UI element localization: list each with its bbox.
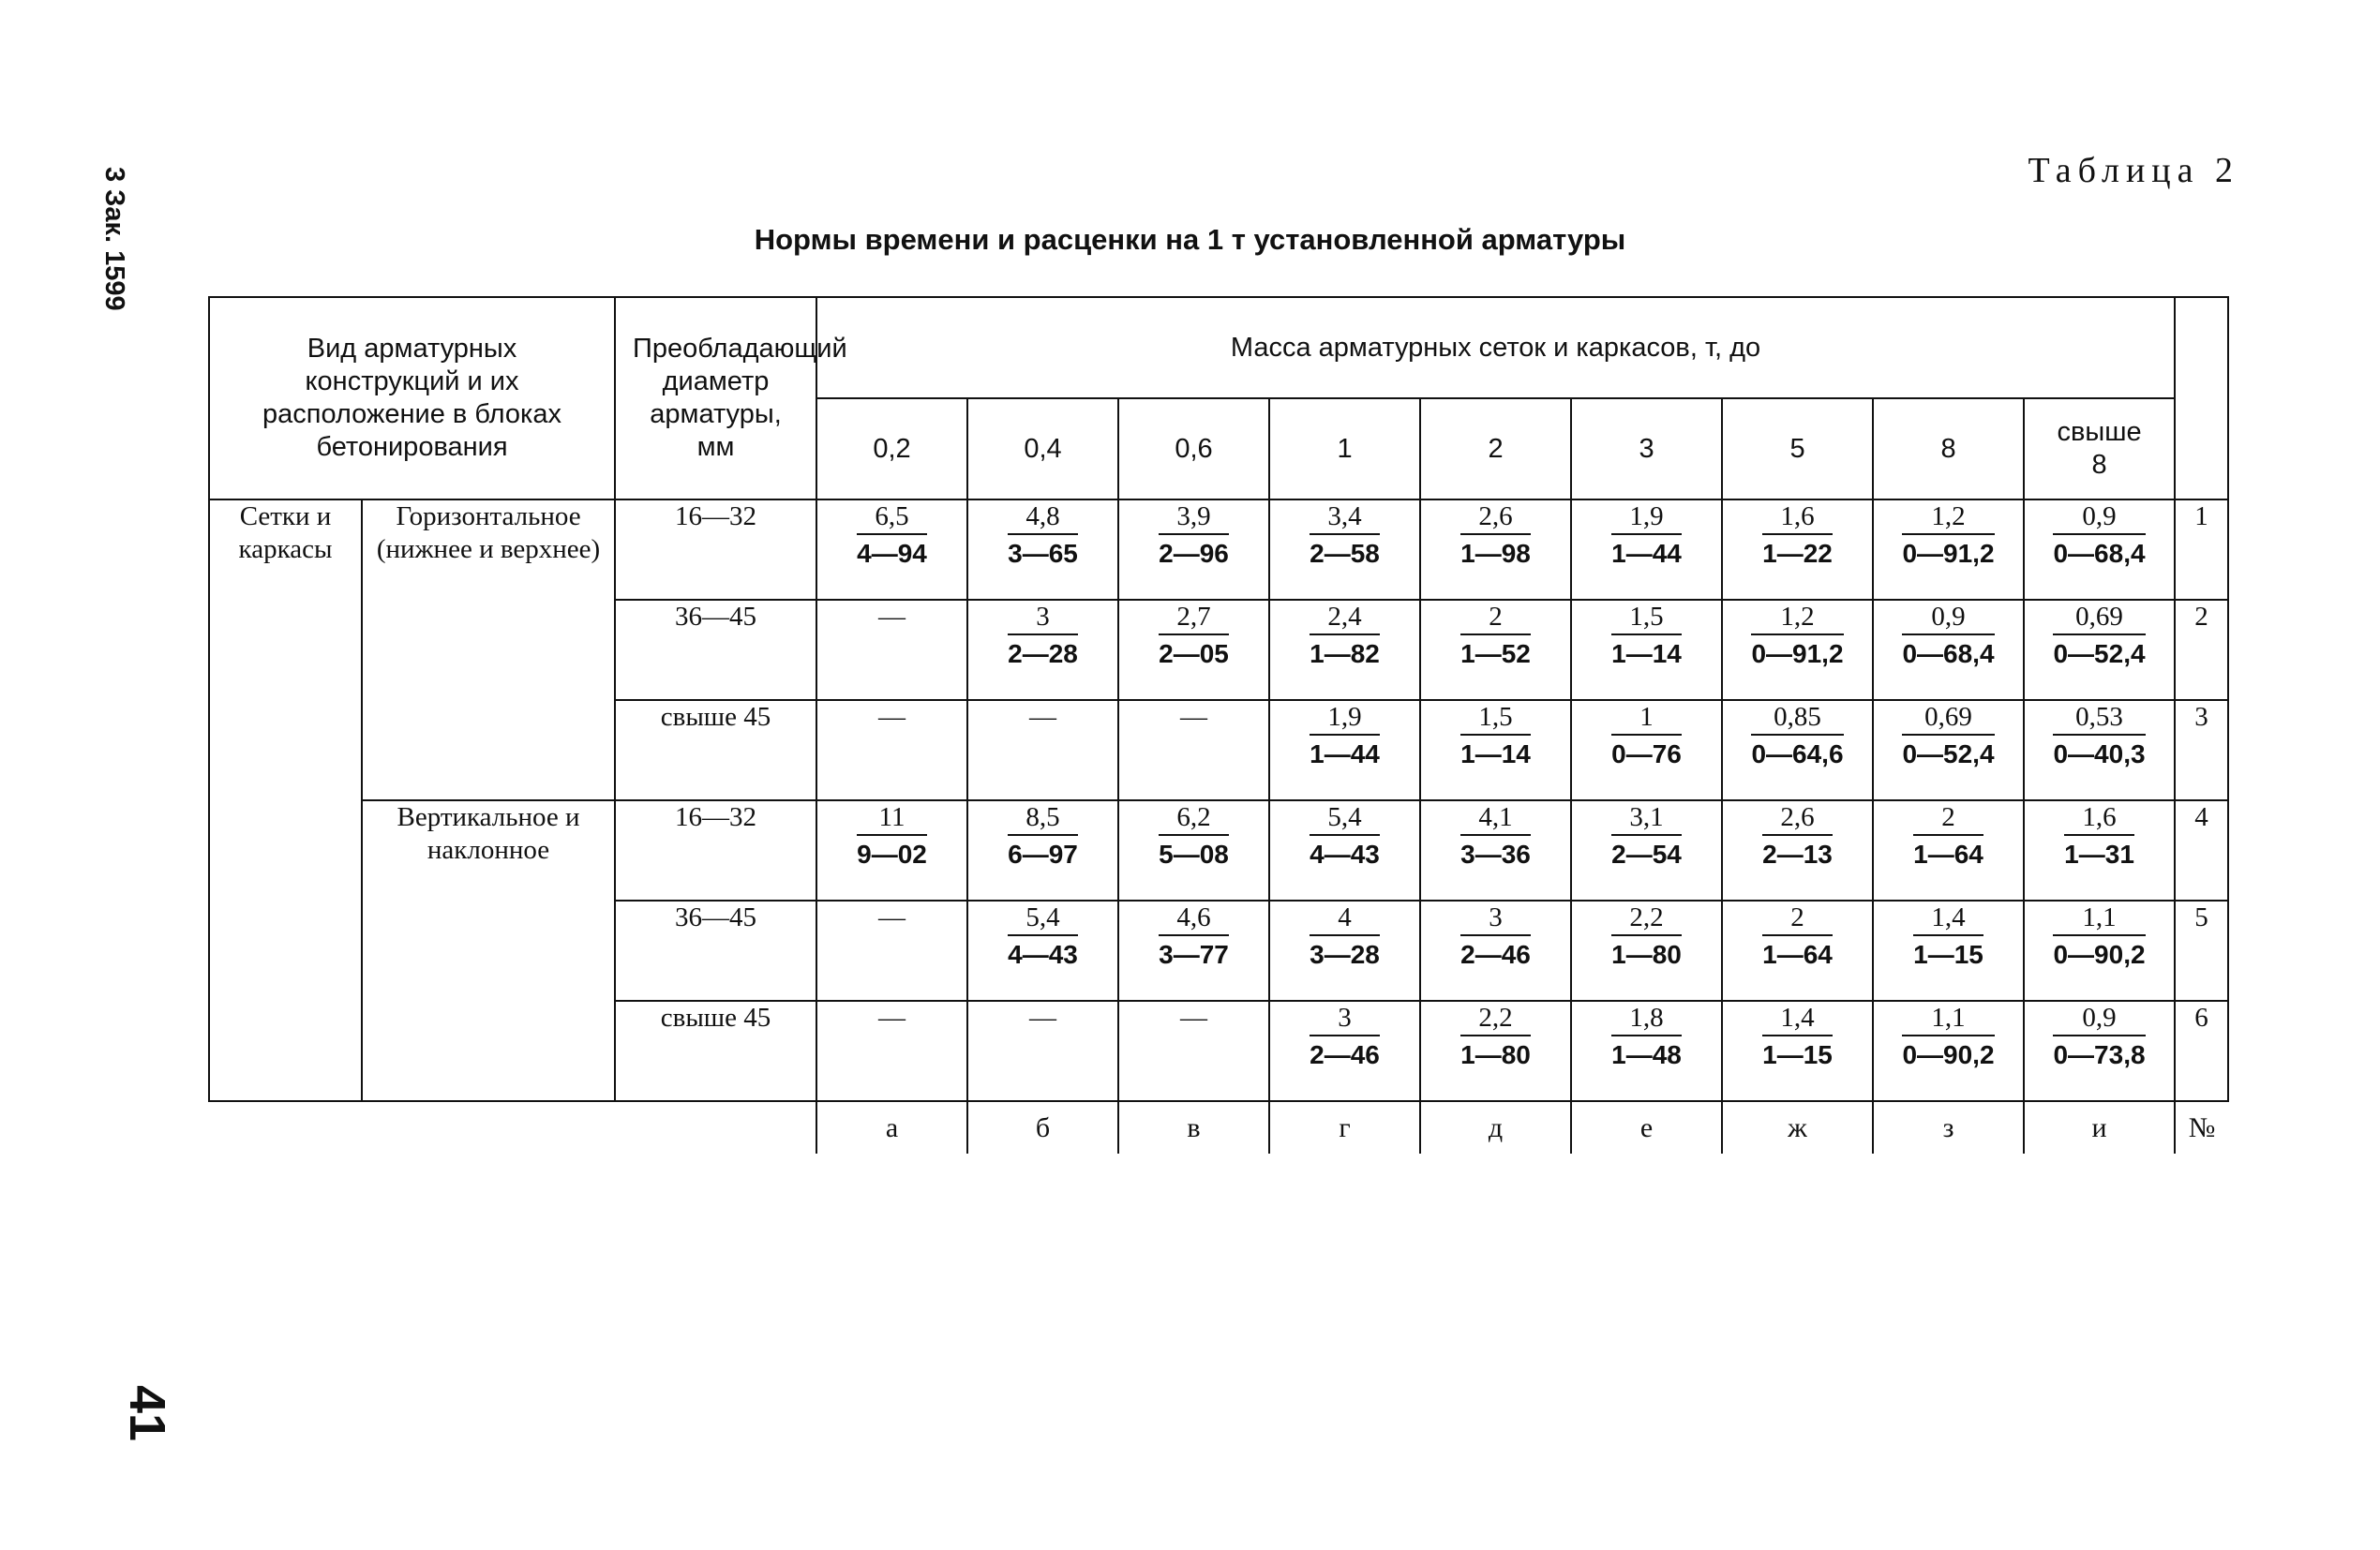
rate-value: 6—97	[1008, 840, 1078, 869]
row-number: 1	[2175, 499, 2228, 600]
norm-cell	[1420, 700, 1571, 800]
rate-value: 1—64	[1762, 940, 1833, 969]
rate-value: 3—77	[1159, 940, 1229, 969]
time-rate-fraction	[1008, 500, 1078, 570]
norm-cell	[1118, 901, 1269, 1001]
footer-blank	[209, 1101, 816, 1154]
table-row	[209, 800, 2228, 901]
time-rate-fraction	[1310, 902, 1380, 971]
time-rate-fraction	[1762, 1002, 1833, 1071]
norm-cell	[1873, 800, 2024, 901]
header-mass-col: свыше 8	[2024, 398, 2175, 499]
norm-cell	[1873, 499, 2024, 600]
time-rate-fraction	[1902, 601, 1994, 670]
empty-dash: —	[1029, 1003, 1057, 1033]
rate-value: 0—76	[1611, 739, 1682, 768]
time-norm-value: 2,7	[1159, 601, 1229, 635]
time-norm-value: 1,2	[1902, 500, 1994, 535]
time-rate-fraction	[2053, 701, 2145, 770]
time-rate-fraction	[1159, 500, 1229, 570]
time-rate-fraction	[1751, 701, 1843, 770]
time-rate-fraction	[857, 500, 927, 570]
rate-value: 3—36	[1460, 840, 1531, 869]
rate-value: 0—73,8	[2053, 1040, 2146, 1069]
time-rate-fraction	[2053, 500, 2145, 570]
time-norm-value: 1,1	[1902, 1002, 1994, 1036]
header-mass-col: 5	[1722, 398, 1873, 499]
time-rate-fraction	[1008, 801, 1078, 871]
time-norm-value: 3	[1008, 601, 1078, 635]
time-norm-value: 1,4	[1762, 1002, 1833, 1036]
time-norm-value: 2	[1762, 902, 1833, 936]
norm-cell	[1420, 499, 1571, 600]
time-norm-value: 8,5	[1008, 801, 1078, 836]
norm-cell	[1269, 901, 1420, 1001]
rate-value: 1—15	[1913, 940, 1983, 969]
norm-cell	[1571, 1001, 1722, 1101]
time-norm-value: 4,6	[1159, 902, 1229, 936]
time-norm-value: 2,6	[1762, 801, 1833, 836]
rate-value: 1—80	[1460, 1040, 1531, 1069]
time-norm-value: 2	[1913, 801, 1983, 836]
norm-cell	[1571, 800, 1722, 901]
rate-value: 1—14	[1460, 739, 1531, 768]
rate-value: 1—64	[1913, 840, 1983, 869]
rate-value: 4—43	[1310, 840, 1380, 869]
rate-value: 1—48	[1611, 1040, 1682, 1069]
norm-cell	[967, 600, 1118, 700]
time-norm-value: 0,9	[2053, 500, 2145, 535]
rate-value: 0—91,2	[1751, 639, 1844, 668]
norm-cell	[2024, 800, 2175, 901]
time-norm-value: 1,5	[1611, 601, 1682, 635]
time-norm-value: 2,6	[1460, 500, 1531, 535]
norm-cell	[967, 700, 1118, 800]
time-norm-value: 0,69	[2053, 601, 2145, 635]
diameter-cell: свыше 45	[615, 700, 816, 800]
norm-cell	[816, 700, 967, 800]
time-norm-value: 4,8	[1008, 500, 1078, 535]
column-letter: е	[1571, 1101, 1722, 1154]
norm-cell	[1873, 1001, 2024, 1101]
row-number: 2	[2175, 600, 2228, 700]
time-rate-fraction	[2053, 1002, 2145, 1071]
rate-value: 2—46	[1460, 940, 1531, 969]
time-rate-fraction	[1902, 500, 1994, 570]
time-rate-fraction	[1751, 601, 1843, 670]
rate-value: 0—52,4	[2053, 639, 2146, 668]
norm-cell	[1571, 600, 1722, 700]
time-norm-value: 1,6	[1762, 500, 1833, 535]
row-number: 3	[2175, 700, 2228, 800]
time-norm-value: 3,4	[1310, 500, 1380, 535]
time-rate-fraction	[1159, 601, 1229, 670]
column-letter: ж	[1722, 1101, 1873, 1154]
time-rate-fraction	[1310, 701, 1380, 770]
time-norm-value: 1,9	[1611, 500, 1682, 535]
norm-cell	[2024, 1001, 2175, 1101]
norm-cell	[1873, 600, 2024, 700]
norm-cell	[1420, 600, 1571, 700]
norm-cell	[1571, 499, 1722, 600]
time-rate-fraction	[1008, 902, 1078, 971]
time-norm-value: 0,9	[1902, 601, 1994, 635]
rate-value: 0—68,4	[2053, 539, 2146, 568]
column-letter: и	[2024, 1101, 2175, 1154]
time-norm-value: 3,1	[1611, 801, 1682, 836]
rate-value: 0—90,2	[2053, 940, 2146, 969]
page-number: 41	[119, 1385, 175, 1442]
empty-dash: —	[878, 902, 906, 932]
time-rate-fraction	[1902, 1002, 1994, 1071]
norm-cell	[2024, 901, 2175, 1001]
time-norm-value: 4	[1310, 902, 1380, 936]
time-norm-value: 1,2	[1751, 601, 1843, 635]
time-norm-value: 2,4	[1310, 601, 1380, 635]
norm-cell	[967, 1001, 1118, 1101]
rate-value: 1—44	[1310, 739, 1380, 768]
empty-dash: —	[1180, 702, 1208, 732]
time-rate-fraction	[1611, 601, 1682, 670]
footer-number-sign: №	[2175, 1101, 2228, 1154]
header-mass-group: Масса арматурных сеток и каркасов, т, до	[816, 297, 2175, 398]
rate-value: 0—68,4	[1902, 639, 1995, 668]
diameter-cell: 16—32	[615, 800, 816, 901]
time-rate-fraction	[1460, 902, 1531, 971]
norm-cell	[1118, 800, 1269, 901]
rate-value: 9—02	[857, 840, 927, 869]
norm-cell	[967, 499, 1118, 600]
time-norm-value: 2,2	[1611, 902, 1682, 936]
norm-cell	[1269, 600, 1420, 700]
rate-value: 0—64,6	[1751, 739, 1844, 768]
norm-cell	[1873, 700, 2024, 800]
rate-value: 1—82	[1310, 639, 1380, 668]
time-norm-value: 5,4	[1008, 902, 1078, 936]
time-rate-fraction	[2064, 801, 2134, 871]
time-norm-value: 1,9	[1310, 701, 1380, 736]
diameter-cell: 16—32	[615, 499, 816, 600]
rate-value: 1—80	[1611, 940, 1682, 969]
diameter-cell: свыше 45	[615, 1001, 816, 1101]
column-letter: а	[816, 1101, 967, 1154]
row-number: 4	[2175, 800, 2228, 901]
category-cell: Сетки и каркасы	[209, 499, 362, 1101]
time-rate-fraction	[2053, 601, 2145, 670]
rate-value: 0—91,2	[1902, 539, 1995, 568]
norm-cell	[967, 800, 1118, 901]
norm-cell	[1571, 700, 1722, 800]
norm-cell	[816, 600, 967, 700]
rate-value: 4—94	[857, 539, 927, 568]
time-rate-fraction	[2053, 902, 2145, 971]
norm-cell	[1722, 901, 1873, 1001]
rate-value: 1—52	[1460, 639, 1531, 668]
norm-cell	[1269, 1001, 1420, 1101]
rate-value: 1—31	[2064, 840, 2134, 869]
header-mass-col: 0,2	[816, 398, 967, 499]
column-letter: б	[967, 1101, 1118, 1154]
norm-cell	[1420, 901, 1571, 1001]
time-rate-fraction	[1762, 500, 1833, 570]
table-caption: Нормы времени и расценки на 1 т установленной арматуры	[754, 223, 1626, 256]
time-norm-value: 1,4	[1913, 902, 1983, 936]
rate-value: 2—46	[1310, 1040, 1380, 1069]
print-order-note: 3 Зак. 1599	[99, 167, 129, 311]
header-construction-type: Вид арматурных конструкций и их расположение в блоках бетонирования	[209, 297, 615, 499]
rate-value: 1—14	[1611, 639, 1682, 668]
time-rate-fraction	[1310, 500, 1380, 570]
rate-value: 0—40,3	[2053, 739, 2146, 768]
norm-cell	[1118, 600, 1269, 700]
rate-value: 3—65	[1008, 539, 1078, 568]
row-number: 5	[2175, 901, 2228, 1001]
time-rate-fraction	[1159, 801, 1229, 871]
time-norm-value: 2	[1460, 601, 1531, 635]
rate-value: 2—58	[1310, 539, 1380, 568]
rate-value: 2—54	[1611, 840, 1682, 869]
norm-cell	[1722, 499, 1873, 600]
rate-value: 3—28	[1310, 940, 1380, 969]
norm-cell	[1269, 700, 1420, 800]
rate-value: 2—28	[1008, 639, 1078, 668]
time-norm-value: 1,1	[2053, 902, 2145, 936]
norm-cell	[1420, 800, 1571, 901]
empty-dash: —	[1180, 1003, 1208, 1033]
time-rate-fraction	[1762, 801, 1833, 871]
time-norm-value: 6,2	[1159, 801, 1229, 836]
time-rate-fraction	[1611, 701, 1682, 770]
norm-cell	[2024, 499, 2175, 600]
time-rate-fraction	[1460, 1002, 1531, 1071]
norm-cell	[2024, 600, 2175, 700]
norms-table	[208, 296, 2229, 1154]
empty-dash: —	[878, 602, 906, 632]
time-norm-value: 1,5	[1460, 701, 1531, 736]
time-norm-value: 0,53	[2053, 701, 2145, 736]
header-row-number	[2175, 297, 2228, 499]
empty-dash: —	[878, 702, 906, 732]
time-rate-fraction	[1902, 701, 1994, 770]
norm-cell	[1118, 1001, 1269, 1101]
time-rate-fraction	[1310, 801, 1380, 871]
time-norm-value: 3,9	[1159, 500, 1229, 535]
header-mass-col: 1	[1269, 398, 1420, 499]
norm-cell	[1722, 1001, 1873, 1101]
norm-cell	[1420, 1001, 1571, 1101]
norm-cell	[1118, 499, 1269, 600]
header-mass-col: 3	[1571, 398, 1722, 499]
time-rate-fraction	[1913, 902, 1983, 971]
header-mass-col: 8	[1873, 398, 2024, 499]
rate-value: 1—15	[1762, 1040, 1833, 1069]
time-norm-value: 3	[1460, 902, 1531, 936]
rate-value: 5—08	[1159, 840, 1229, 869]
column-letter: д	[1420, 1101, 1571, 1154]
norm-cell	[967, 901, 1118, 1001]
diameter-cell: 36—45	[615, 600, 816, 700]
norm-cell	[1722, 600, 1873, 700]
subcategory-cell: Вертикальное и наклонное	[362, 800, 615, 1101]
time-norm-value: 5,4	[1310, 801, 1380, 836]
diameter-cell: 36—45	[615, 901, 816, 1001]
time-norm-value: 3	[1310, 1002, 1380, 1036]
rate-value: 2—96	[1159, 539, 1229, 568]
time-rate-fraction	[1460, 500, 1531, 570]
rate-value: 1—44	[1611, 539, 1682, 568]
rate-value: 2—05	[1159, 639, 1229, 668]
time-norm-value: 6,5	[857, 500, 927, 535]
norm-cell	[816, 901, 967, 1001]
column-letter: в	[1118, 1101, 1269, 1154]
header-mass-col: 0,6	[1118, 398, 1269, 499]
time-norm-value: 2,2	[1460, 1002, 1531, 1036]
time-norm-value: 0,85	[1751, 701, 1843, 736]
rate-value: 0—52,4	[1902, 739, 1995, 768]
norm-cell	[1571, 901, 1722, 1001]
norm-cell	[1873, 901, 2024, 1001]
time-rate-fraction	[1159, 902, 1229, 971]
header-mass-col: 0,4	[967, 398, 1118, 499]
time-norm-value: 1,8	[1611, 1002, 1682, 1036]
norm-cell	[1269, 499, 1420, 600]
empty-dash: —	[878, 1003, 906, 1033]
time-norm-value: 0,69	[1902, 701, 1994, 736]
subcategory-cell: Горизонтальное (нижнее и верхнее)	[362, 499, 615, 800]
time-norm-value: 4,1	[1460, 801, 1531, 836]
norm-cell	[816, 800, 967, 901]
time-rate-fraction	[1008, 601, 1078, 670]
time-rate-fraction	[1460, 601, 1531, 670]
norm-cell	[1722, 800, 1873, 901]
time-norm-value: 11	[857, 801, 927, 836]
rate-value: 0—90,2	[1902, 1040, 1995, 1069]
row-number: 6	[2175, 1001, 2228, 1101]
empty-dash: —	[1029, 702, 1057, 732]
time-rate-fraction	[1611, 1002, 1682, 1071]
time-rate-fraction	[1460, 801, 1531, 871]
time-norm-value: 1	[1611, 701, 1682, 736]
header-mass-col: 2	[1420, 398, 1571, 499]
time-rate-fraction	[1611, 500, 1682, 570]
time-rate-fraction	[1611, 801, 1682, 871]
time-rate-fraction	[1310, 601, 1380, 670]
norm-cell	[2024, 700, 2175, 800]
table-row	[209, 499, 2228, 600]
column-letter: г	[1269, 1101, 1420, 1154]
table-label: Таблица 2	[2028, 151, 2239, 190]
rate-value: 1—98	[1460, 539, 1531, 568]
time-rate-fraction	[1310, 1002, 1380, 1071]
time-rate-fraction	[1460, 701, 1531, 770]
rate-value: 2—13	[1762, 840, 1833, 869]
norm-cell	[1722, 700, 1873, 800]
rate-value: 1—22	[1762, 539, 1833, 568]
norm-cell	[1118, 700, 1269, 800]
header-diameter: Преобладающий диаметр арматуры, мм	[615, 297, 816, 499]
norm-cell	[816, 1001, 967, 1101]
time-rate-fraction	[857, 801, 927, 871]
time-norm-value: 1,6	[2064, 801, 2134, 836]
norm-cell	[816, 499, 967, 600]
time-rate-fraction	[1913, 801, 1983, 871]
time-norm-value: 0,9	[2053, 1002, 2145, 1036]
time-rate-fraction	[1611, 902, 1682, 971]
time-rate-fraction	[1762, 902, 1833, 971]
column-letter: з	[1873, 1101, 2024, 1154]
rate-value: 4—43	[1008, 940, 1078, 969]
norm-cell	[1269, 800, 1420, 901]
